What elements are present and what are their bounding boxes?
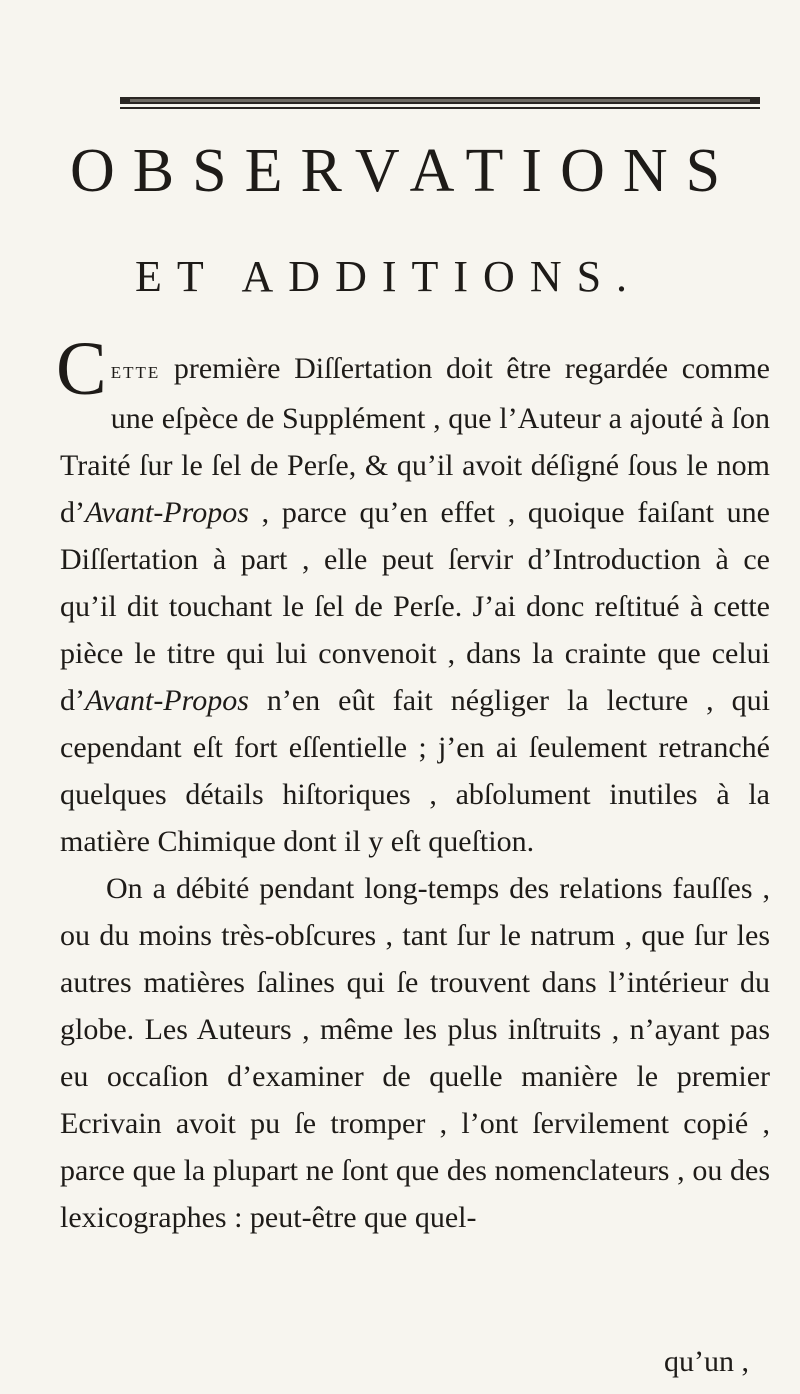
page-subtitle: ET ADDITIONS. <box>135 252 643 301</box>
paragraph-1-text-b: , parce qu’en effet , quoique faiſant une Diſſertation à part , elle peut ſervir d’Introduction à ce qu’il dit touchant le ſel de Perſe. J’ai donc reſtitué à cette pièce le titre qui lui convenoit , dans la crainte que celui d’ <box>60 496 770 717</box>
body-text <box>56 327 770 1241</box>
small-caps-opening: ette <box>110 358 161 384</box>
paragraph-1 <box>56 327 770 865</box>
paragraph-1-text-a: première Diſſertation doit être regardée comme une eſpèce de Supplément , que l’Auteur a ajouté à ſon Traité ſur le ſel de Perſe, & qu’il avoit déſigné ſous le nom d’ <box>60 352 770 529</box>
catchword: qu’un , <box>664 1345 749 1378</box>
drop-cap: C <box>56 327 107 411</box>
paragraph-2: On a débité pendant long-temps des relations fauſſes , ou du moins très-obſcures , tant ſur le natrum , que ſur les autres matières ſalines qui ſe trouvent dans l’intérieur du globe. Les Auteurs , même les plus inſtruits , n’ayant pas eu occaſion d’examiner de quelle manière le premier Ecrivain avoit pu ſe tromper , l’ont ſervilement copié , parce que la plupart ne ſont que des nomenclateurs , ou des lexicographes : peut-être que quel- <box>60 872 770 1234</box>
italic-term-1: Avant-Propos <box>85 496 249 529</box>
page-title: OBSERVATIONS <box>70 137 739 205</box>
paragraph-1-text-c: n’en eût fait négliger la lecture , qui cependant eſt fort eſſentielle ; j’en ai ſeulement retranché quelques détails hiſtoriques , abſolument inutiles à la matière Chimique dont il y eſt queſtion. <box>60 684 770 858</box>
header-ornament-rule <box>120 95 760 113</box>
italic-term-2: Avant-Propos <box>85 684 249 717</box>
